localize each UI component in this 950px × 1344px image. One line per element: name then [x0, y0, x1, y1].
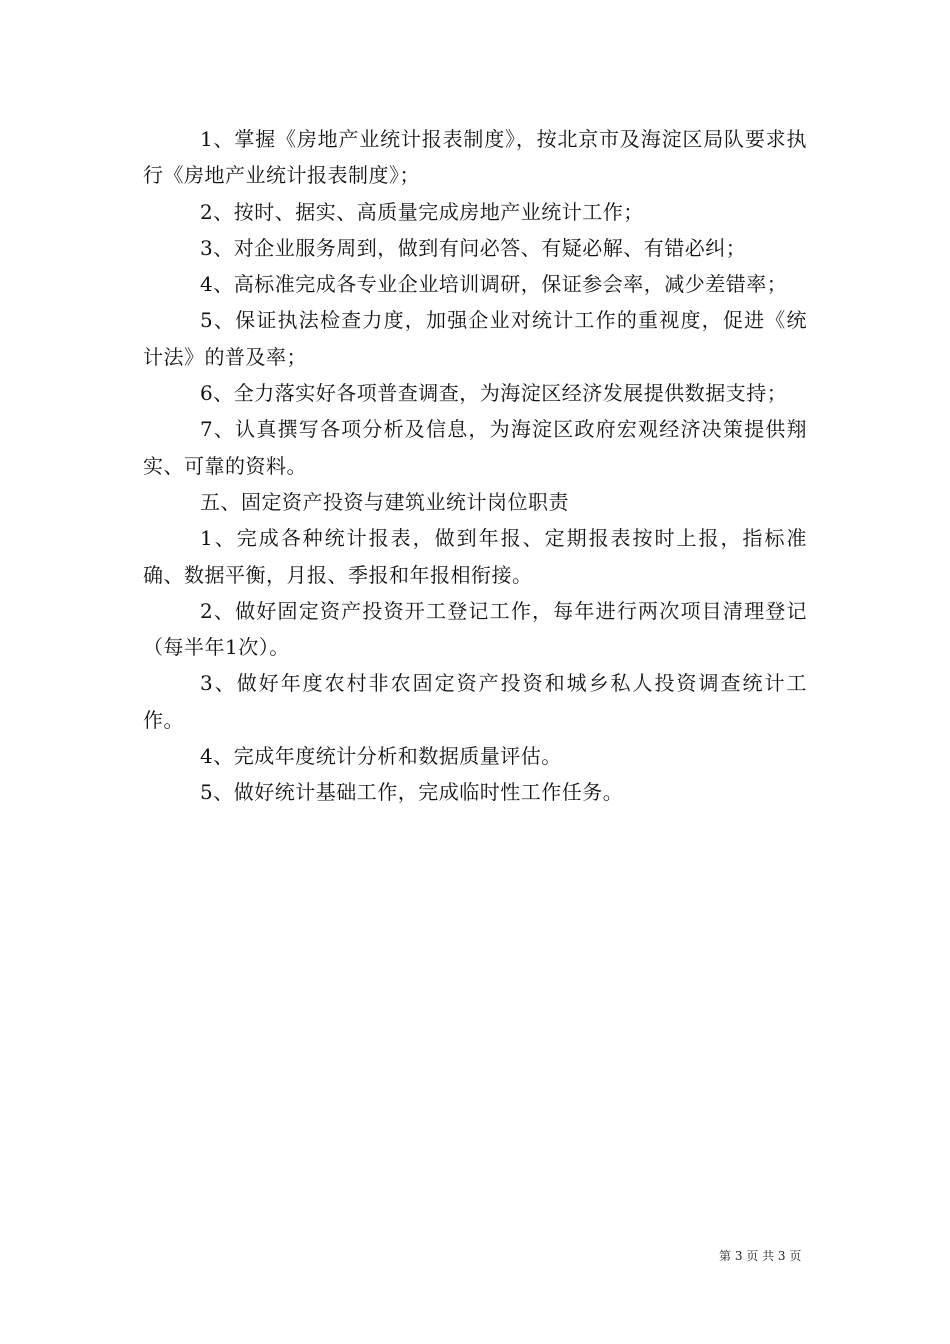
- paragraph: 5、保证执法检查力度，加强企业对统计工作的重视度，促进《统计法》的普及率；: [143, 308, 807, 369]
- paragraph: 4、完成年度统计分析和数据质量评估。: [200, 744, 562, 769]
- document-body: [143, 121, 807, 811]
- section-heading: 五、固定资产投资与建筑业统计岗位职责: [200, 489, 569, 514]
- paragraph: 5、做好统计基础工作，完成临时性工作任务。: [200, 780, 624, 805]
- paragraph: 1、掌握《房地产业统计报表制度》，按北京市及海淀区局队要求执行《房地产业统计报表制度》；: [143, 127, 807, 188]
- paragraph: 3、对企业服务周到，做到有问必答、有疑必解、有错必纠；: [200, 235, 747, 260]
- paragraph: 2、做好固定资产投资开工登记工作，每年进行两次项目清理登记（每半年1次）。: [143, 598, 807, 660]
- paragraph: 6、全力落实好各项普查调查，为海淀区经济发展提供数据支持；: [200, 381, 788, 406]
- paragraph: 1、完成各种统计报表，做到年报、定期报表按时上报，指标准确、数据平衡，月报、季报和年报相衔接。: [143, 526, 807, 587]
- paragraph: 3、做好年度农村非农固定资产投资和城乡私人投资调查统计工作。: [143, 671, 807, 732]
- paragraph: 2、按时、据实、高质量完成房地产业统计工作；: [200, 199, 644, 224]
- paragraph: 7、认真撰写各项分析及信息，为海淀区政府宏观经济决策提供翔实、可靠的资料。: [143, 417, 807, 478]
- paragraph: 4、高标准完成各专业企业培训调研，保证参会率，减少差错率；: [200, 272, 788, 297]
- page-number: 第 3 页 共 3 页: [719, 1249, 802, 1263]
